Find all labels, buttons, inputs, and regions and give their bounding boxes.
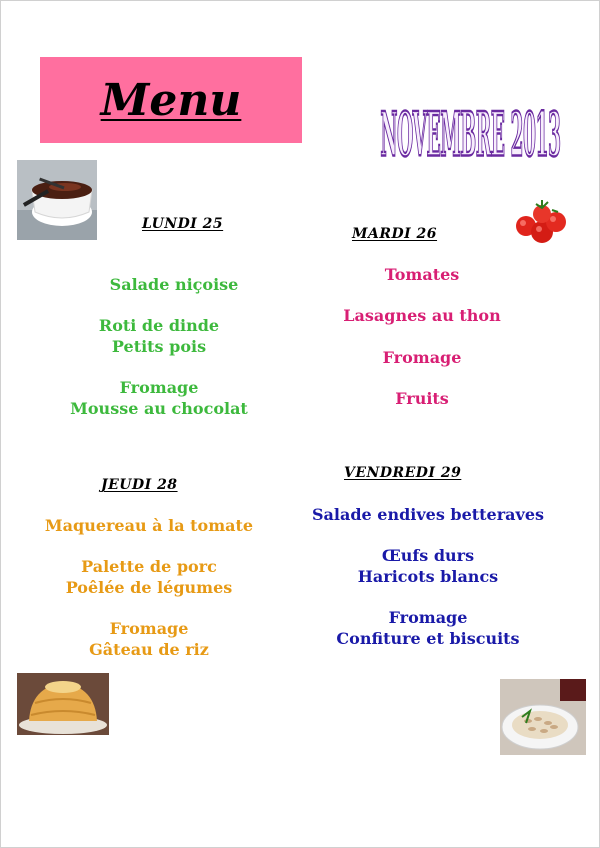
dish-jeudi-5: Gâteau de riz [89,640,209,659]
menu-title: Menu [100,74,242,126]
dish-jeudi-4: Fromage [109,619,189,638]
day-header-mardi: MARDI 26 [352,226,438,242]
day-header-vendredi: VENDREDI 29 [344,465,462,481]
rice-cake-photo [17,673,109,735]
menu-title-box [40,57,302,143]
dish-vendredi-5: Confiture et biscuits [336,629,520,648]
dish-jeudi-2: Palette de porc [81,557,217,576]
dish-mardi-3: Fromage [382,348,462,367]
dish-lundi-4: Fromage [119,378,199,397]
dish-vendredi-4: Fromage [388,608,468,627]
dish-mardi-4: Fruits [395,389,449,408]
dish-lundi-2: Roti de dinde [98,316,220,335]
dish-vendredi-3: Haricots blancs [357,567,499,586]
dish-lundi-3: Petits pois [111,337,207,356]
day-header-jeudi: JEUDI 28 [101,477,178,493]
dish-lundi-1: Salade niçoise [109,275,239,294]
month-title: NOVEMBRE 2013 [380,99,561,171]
dish-jeudi-1: Maquereau à la tomate [44,516,254,535]
tomatoes-photo [512,198,572,246]
beans-dish-photo [500,679,586,755]
dish-lundi-5: Mousse au chocolat [70,399,248,418]
dish-mardi-1: Tomates [384,265,460,284]
dish-vendredi-1: Salade endives betteraves [311,505,545,524]
day-header-lundi: LUNDI 25 [142,216,224,232]
dish-mardi-2: Lasagnes au thon [343,306,501,325]
dish-jeudi-3: Poêlée de légumes [65,578,233,597]
dish-vendredi-2: Œufs durs [381,546,475,565]
chocolate-mousse-photo [17,160,97,240]
